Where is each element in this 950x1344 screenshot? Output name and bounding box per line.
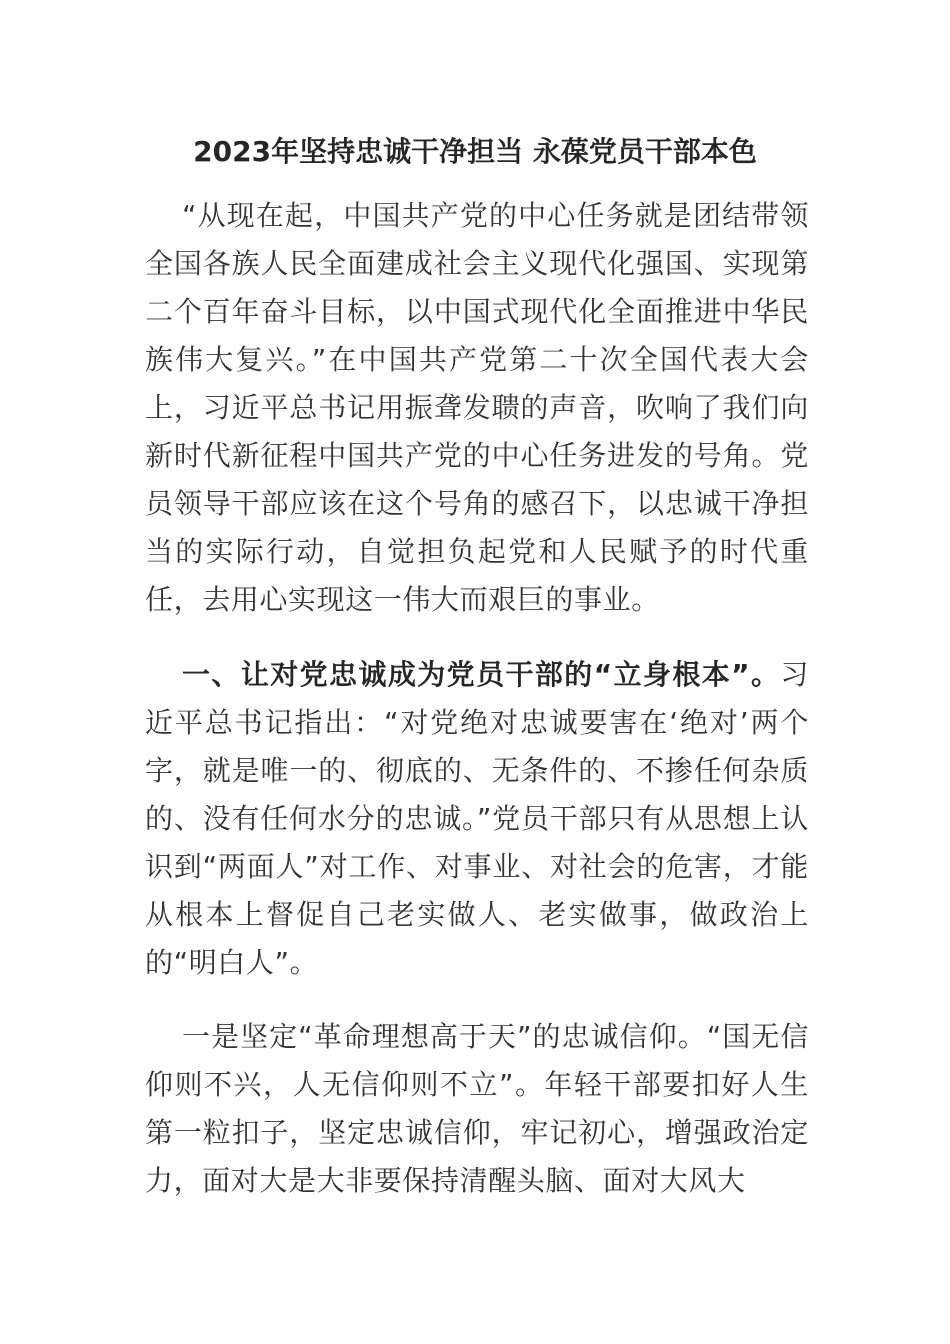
paragraph-text: “从现在起，中国共产党的中心任务就是团结带领全国各族人民全面建成社会主义现代化强国、实现第二个百年奋斗目标，以中国式现代化全面推进中华民族伟大复兴。”在中国共产党第二十次全国代表大会上，习近平总书记用振聋发聩的声音，吹响了我们向新时代新征程中国共产党的中心任务进发的号角。党员领导干部应该在这个号角的感召下，以忠诚干净担当的实际行动，自觉担负起党和人民赋予的时代重任，去用心实现这一伟大而艰巨的事业。 <box>145 199 809 616</box>
body-paragraph <box>145 192 809 624</box>
paragraph-text: 习近平总书记指出：“对党绝对忠诚要害在‘绝对’两个字，就是唯一的、彻底的、无条件的、不掺任何杂质的、没有任何水分的忠诚。”党员干部只有从思想上认识到“两面人”对工作、对事业、对社会的危害，才能从根本上督促自己老实做人、老实做事，做政治上的“明白人”。 <box>145 658 809 979</box>
section-paragraph <box>145 651 809 987</box>
section-heading: 一、让对党忠诚成为党员干部的“立身根本”。 <box>182 658 781 691</box>
body-paragraph <box>145 1013 809 1205</box>
paragraph-text: 一是坚定“革命理想高于天”的忠诚信仰。“国无信仰则不兴，人无信仰则不立”。年轻干部要扣好人生第一粒扣子，坚定忠诚信仰，牢记初心，增强政治定力，面对大是大非要保持清醒头脑、面对大风大 <box>145 1020 809 1197</box>
document-title: 2023年坚持忠诚干净担当 永葆党员干部本色 <box>193 135 757 168</box>
